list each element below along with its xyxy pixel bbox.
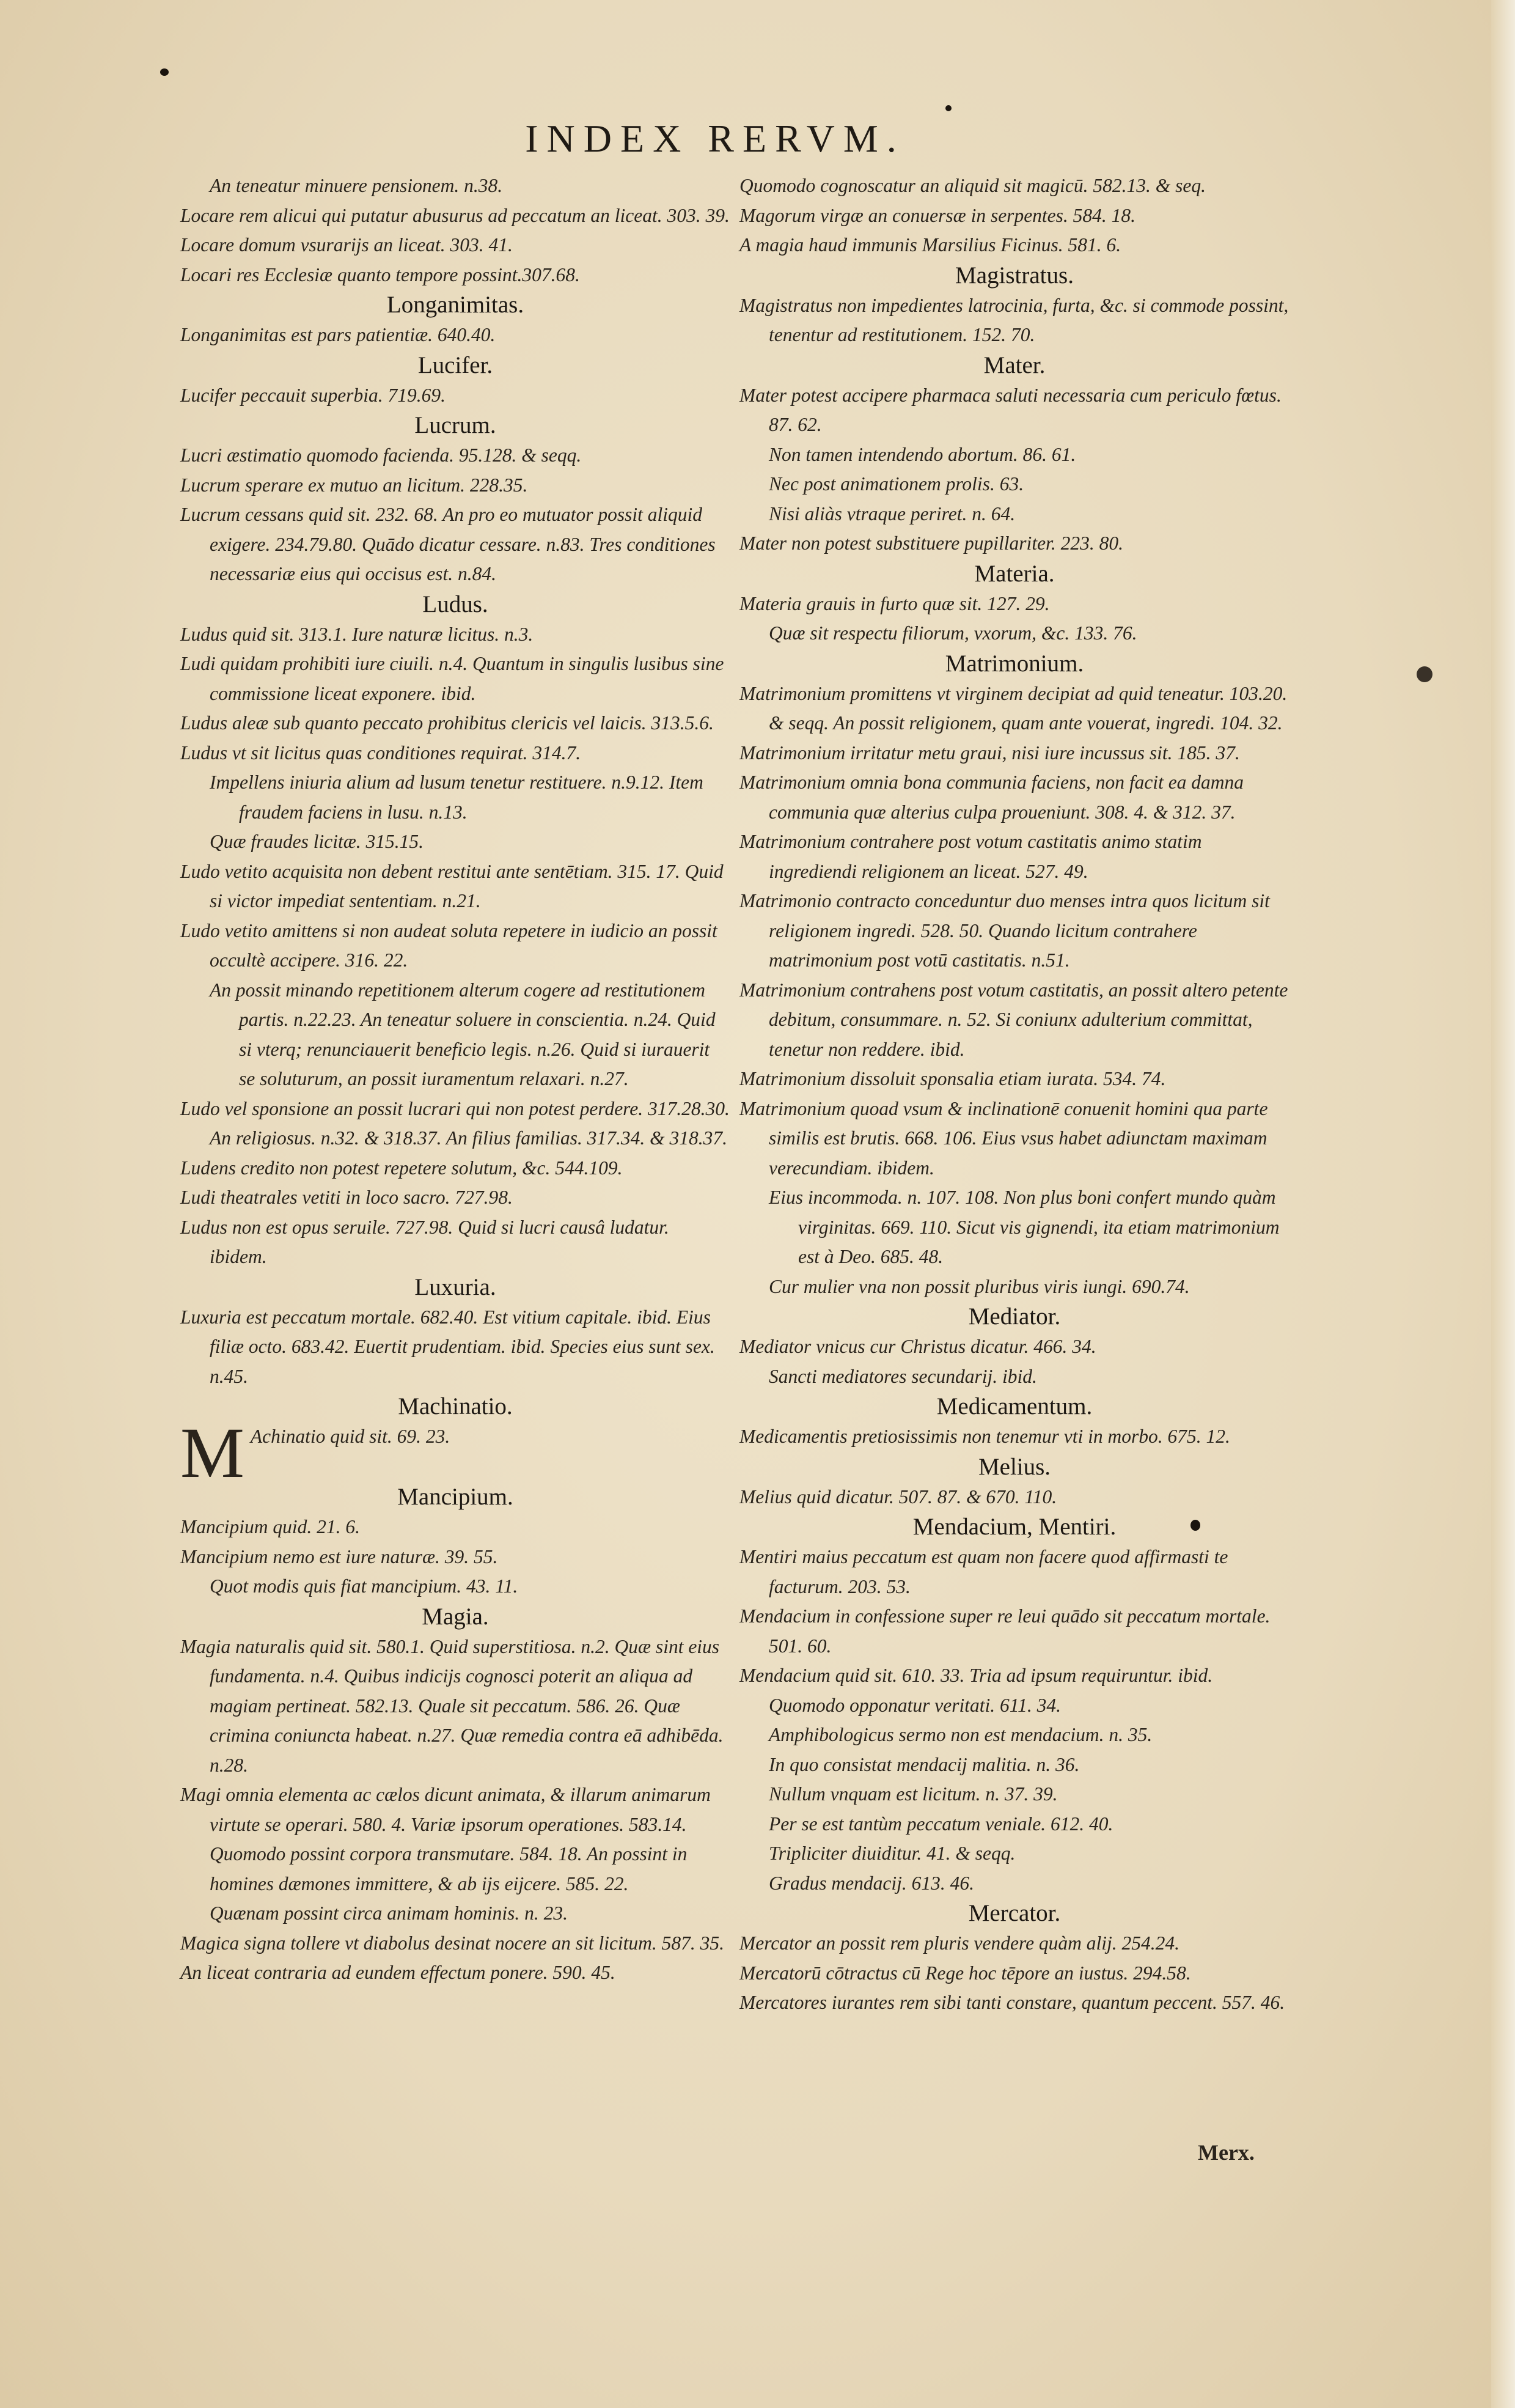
index-entry: Matrimonium promittens vt virginem decipiat ad quid teneatur. 103.20. & seqq. An possit religionem, quam ante vouerat, ingredi. 104. 32. bbox=[739, 682, 1288, 734]
index-entry: Ludus non est opus seruile. 727.98. Quid si lucri causâ ludatur. ibidem. bbox=[180, 1216, 669, 1267]
index-entry: Matrimonium contrahere post votum castitatis animo statim ingrediendi religionem an liceat. 527. 49. bbox=[739, 831, 1202, 882]
index-subentry: Amphibologicus sermo non est mendacium. n. 35. bbox=[769, 1724, 1153, 1745]
index-heading: Materia. bbox=[974, 560, 1055, 587]
index-entry: A magia haud immunis Marsilius Ficinus. 581. 6. bbox=[739, 234, 1121, 256]
index-entry: Locare rem alicui qui putatur abusurus ad peccatum an liceat. 303. 39. bbox=[180, 204, 730, 226]
index-entry: Lucri æstimatio quomodo facienda. 95.128. & seqq. bbox=[180, 444, 582, 466]
index-subentry: Nec post animationem prolis. 63. bbox=[769, 473, 1024, 495]
index-heading: Mediator. bbox=[968, 1303, 1061, 1330]
index-entry: Matrimonio contracto conceduntur duo menses intra quos licitum sit religionem ingredi. 528. 50. Quando licitum contrahere matrimonium post votū castitatis. n.51. bbox=[739, 890, 1270, 971]
index-entry: Magica signa tollere vt diabolus desinat nocere an sit licitum. 587. 35. bbox=[180, 1932, 725, 1954]
index-entry: Lucrum sperare ex mutuo an licitum. 228.35. bbox=[180, 474, 528, 496]
index-subentry: An possit minando repetitionem alterum cogere ad restitutionem partis. n.22.23. An teneatur soluere in conscientia. n.24. Quid si vterq; renunciauerit beneficio legis. n.26. Quid si iurauerit se soluturum, an possit iuramentum relaxari. n.27. bbox=[210, 979, 716, 1089]
index-entry: Ludus vt sit licitus quas conditiones requirat. 314.7. bbox=[180, 742, 581, 764]
index-entry: Mancipium quid. 21. 6. bbox=[180, 1516, 360, 1537]
index-entry: Matrimonium quoad vsum & inclinationē conuenit homini qua parte similis est brutis. 668. 106. Eius vsus habet adiunctam maximam verecundiam. ibidem. bbox=[739, 1097, 1268, 1179]
index-subentry: An teneatur minuere pensionem. n.38. bbox=[210, 175, 503, 196]
index-entry: Mendacium in confessione super re leui quādo sit peccatum mortale. 501. 60. bbox=[739, 1605, 1271, 1657]
index-entry: Mancipium nemo est iure naturæ. 39. 55. bbox=[180, 1545, 498, 1567]
index-entry: Ludens credito non potest repetere solutum, &c. 544.109. bbox=[180, 1157, 623, 1179]
index-entry: Ludo vel sponsione an possit lucrari qui non potest perdere. 317.28.30. An religiosus. n.32. & 318.37. An filius familias. 317.34. & 318.37. bbox=[180, 1097, 730, 1149]
index-entry: Mercator an possit rem pluris vendere quàm alij. 254.24. bbox=[739, 1932, 1180, 1954]
index-entry: Mater non potest substituere pupillariter. 223. 80. bbox=[739, 532, 1123, 554]
index-heading: Matrimonium. bbox=[945, 650, 1084, 677]
index-subentry: Per se est tantùm peccatum veniale. 612. 40. bbox=[769, 1813, 1113, 1835]
index-subentry: Nullum vnquam est licitum. n. 37. 39. bbox=[769, 1783, 1058, 1805]
index-entry: Matrimonium omnia bona communia faciens, non facit ea damna communia quæ alterius culpa proueniunt. 308. 4. & 312. 37. bbox=[739, 771, 1244, 823]
index-subentry: Quæ fraudes licitæ. 315.15. bbox=[210, 831, 424, 852]
index-entry: Ludus quid sit. 313.1. Iure naturæ licitus. n.3. bbox=[180, 623, 534, 645]
index-subentry: Sancti mediatores secundarij. ibid. bbox=[769, 1365, 1037, 1387]
index-subentry: Non tamen intendendo abortum. 86. 61. bbox=[769, 443, 1076, 465]
index-entry: Magistratus non impedientes latrocinia, furta, &c. si commode possint, tenentur ad restitutionem. 152. 70. bbox=[739, 294, 1289, 345]
index-heading: Mater. bbox=[983, 352, 1046, 378]
page-header-title: INDEX RERVM. bbox=[525, 117, 905, 160]
index-entry: Quomodo cognoscatur an aliquid sit magicū. 582.13. & seq. bbox=[739, 175, 1206, 196]
index-subentry: In quo consistat mendacij malitia. n. 36. bbox=[769, 1753, 1080, 1775]
index-entry: Matrimonium contrahens post votum castitatis, an possit altero petente debitum, consummare. n. 52. Si coniunx adulterium committat, tenetur non reddere. ibid. bbox=[739, 979, 1288, 1060]
catchword: Merx. bbox=[1198, 2140, 1255, 2165]
index-heading: Luxuria. bbox=[414, 1273, 496, 1300]
index-subentry: Quænam possint circa animam hominis. n. 23. bbox=[210, 1902, 568, 1924]
index-heading: Ludus. bbox=[422, 591, 488, 617]
index-entry: Lucrum cessans quid sit. 232. 68. An pro eo mutuator possit aliquid exigere. 234.79.80. Quādo dicatur cessare. n.83. Tres conditiones necessariæ eius qui occisus est. n.84. bbox=[180, 504, 716, 584]
index-entry: Matrimonium irritatur metu graui, nisi iure incussus sit. 185. 37. bbox=[739, 742, 1240, 764]
index-entry: Ludo vetito acquisita non debent restitui ante sentētiam. 315. 17. Quid si victor impediat sententiam. n.21. bbox=[180, 860, 724, 911]
index-subentry: Quæ sit respectu filiorum, vxorum, &c. 133. 76. bbox=[769, 622, 1137, 644]
index-entry: Mediator vnicus cur Christus dicatur. 466. 34. bbox=[739, 1336, 1096, 1357]
index-entry: Ludi theatrales vetiti in loco sacro. 727.98. bbox=[180, 1187, 513, 1208]
ink-spot bbox=[1417, 666, 1432, 682]
page-spine-edge bbox=[1491, 0, 1515, 2408]
index-heading: Lucifer. bbox=[417, 352, 493, 378]
index-entry: Longanimitas est pars patientiæ. 640.40. bbox=[180, 324, 496, 345]
index-entry bbox=[180, 1413, 730, 1493]
drop-cap-initial: M bbox=[180, 1413, 244, 1493]
index-subentry: Cur mulier vna non possit pluribus viris iungi. 690.74. bbox=[769, 1275, 1190, 1297]
index-heading: Mercator. bbox=[968, 1900, 1061, 1926]
index-subentry: Tripliciter diuiditur. 41. & seqq. bbox=[769, 1843, 1016, 1864]
ink-spot bbox=[160, 68, 169, 76]
index-entry: Melius quid dicatur. 507. 87. & 670. 110. bbox=[739, 1486, 1057, 1508]
index-heading: Mendacium, Mentiri. bbox=[912, 1514, 1117, 1540]
index-entry: Luxuria est peccatum mortale. 682.40. Est vitium capitale. ibid. Eius filiæ octo. 683.42. Euertit prudentiam. ibid. Species eius sunt sex. n.45. bbox=[180, 1306, 715, 1387]
index-heading: Machinatio. bbox=[398, 1393, 513, 1419]
index-entry: Medicamentis pretiosissimis non tenemur vti in morbo. 675. 12. bbox=[739, 1426, 1230, 1447]
index-entry: Mendacium quid sit. 610. 33. Tria ad ipsum requiruntur. ibid. Quomodo opponatur veritati. 611. 34. bbox=[739, 1665, 1213, 1716]
right-index-column bbox=[739, 171, 1289, 2018]
index-entry: Lucifer peccauit superbia. 719.69. bbox=[180, 384, 446, 406]
index-heading: Longanimitas. bbox=[386, 292, 524, 318]
index-entry: Mater potest accipere pharmaca saluti necessaria cum periculo fœtus. 87. 62. bbox=[739, 384, 1282, 435]
index-entry: Ludo vetito amittens si non audeat soluta repetere in iudicio an possit occultè accipere. 316. 22. bbox=[180, 919, 717, 971]
index-heading: Medicamentum. bbox=[936, 1393, 1093, 1419]
index-heading: Magia. bbox=[422, 1603, 489, 1630]
index-entry: Mercatorū cōtractus cū Rege hoc tēpore an iustus. 294.58. bbox=[739, 1962, 1191, 1984]
index-entry-text: Achinatio quid sit. 69. 23. bbox=[250, 1426, 450, 1447]
index-subentry: Impellens iniuria alium ad lusum tenetur restituere. n.9.12. Item fraudem faciens in lusu. n.13. bbox=[210, 771, 703, 823]
index-subentry: Nisi aliàs vtraque periret. n. 64. bbox=[769, 503, 1016, 525]
index-subentry: Gradus mendacij. 613. 46. bbox=[769, 1872, 974, 1894]
ink-spot bbox=[945, 105, 952, 111]
index-subentry: Eius incommoda. n. 107. 108. Non plus boni confert mundo quàm virginitas. 669. 110. Sicut vis gignendi, ita etiam matrimonium est à Deo. 685. 48. bbox=[769, 1187, 1280, 1267]
index-entry: Mentiri maius peccatum est quam non facere quod affirmasti te facturum. 203. 53. bbox=[739, 1546, 1228, 1597]
index-entry: Mercatores iurantes rem sibi tanti constare, quantum peccent. 557. 46. bbox=[739, 1992, 1285, 2013]
index-entry: Ludus aleæ sub quanto peccato prohibitus clericis vel laicis. 313.5.6. bbox=[180, 712, 714, 734]
index-entry: Magia naturalis quid sit. 580.1. Quid superstitiosa. n.2. Quæ sint eius fundamenta. n.4. Quibus indicijs cognosci poterit an aliqua ad magiam pertineat. 582.13. Quale sit peccatum. 586. 26. Quæ crimina coniuncta habeat. n.27. Quæ remedia contra eā adhibēda. n.28. bbox=[180, 1635, 724, 1776]
index-heading: Mancipium. bbox=[397, 1484, 513, 1510]
index-entry: Materia grauis in furto quæ sit. 127. 29. bbox=[739, 592, 1050, 614]
left-index-column bbox=[180, 171, 730, 1988]
index-entry: Magi omnia elementa ac cælos dicunt animata, & illarum animarum virtute se operari. 580. 4. Variæ ipsorum operationes. 583.14. Quomodo possint corpora transmutare. 584. 18. An possint in homines dæmones immittere, & ab ijs eijcere. 585. 22. bbox=[180, 1784, 711, 1894]
index-entry: Ludi quidam prohibiti iure ciuili. n.4. Quantum in singulis lusibus sine commissione liceat exponere. ibid. bbox=[180, 653, 724, 704]
index-entry: Matrimonium dissoluit sponsalia etiam iurata. 534. 74. bbox=[739, 1068, 1166, 1089]
index-heading: Melius. bbox=[978, 1453, 1051, 1480]
index-entry: Locari res Ecclesiæ quanto tempore possint.307.68. bbox=[180, 263, 580, 285]
index-entry: Locare domum vsurarijs an liceat. 303. 41. bbox=[180, 234, 513, 256]
index-subentry: Quot modis quis fiat mancipium. 43. 11. bbox=[210, 1575, 518, 1597]
index-entry: Magorum virgæ an conuersæ in serpentes. 584. 18. bbox=[739, 204, 1136, 226]
index-heading: Lucrum. bbox=[414, 412, 496, 438]
index-heading: Magistratus. bbox=[955, 262, 1074, 289]
index-entry: An liceat contraria ad eundem effectum ponere. 590. 45. bbox=[180, 1962, 615, 1983]
